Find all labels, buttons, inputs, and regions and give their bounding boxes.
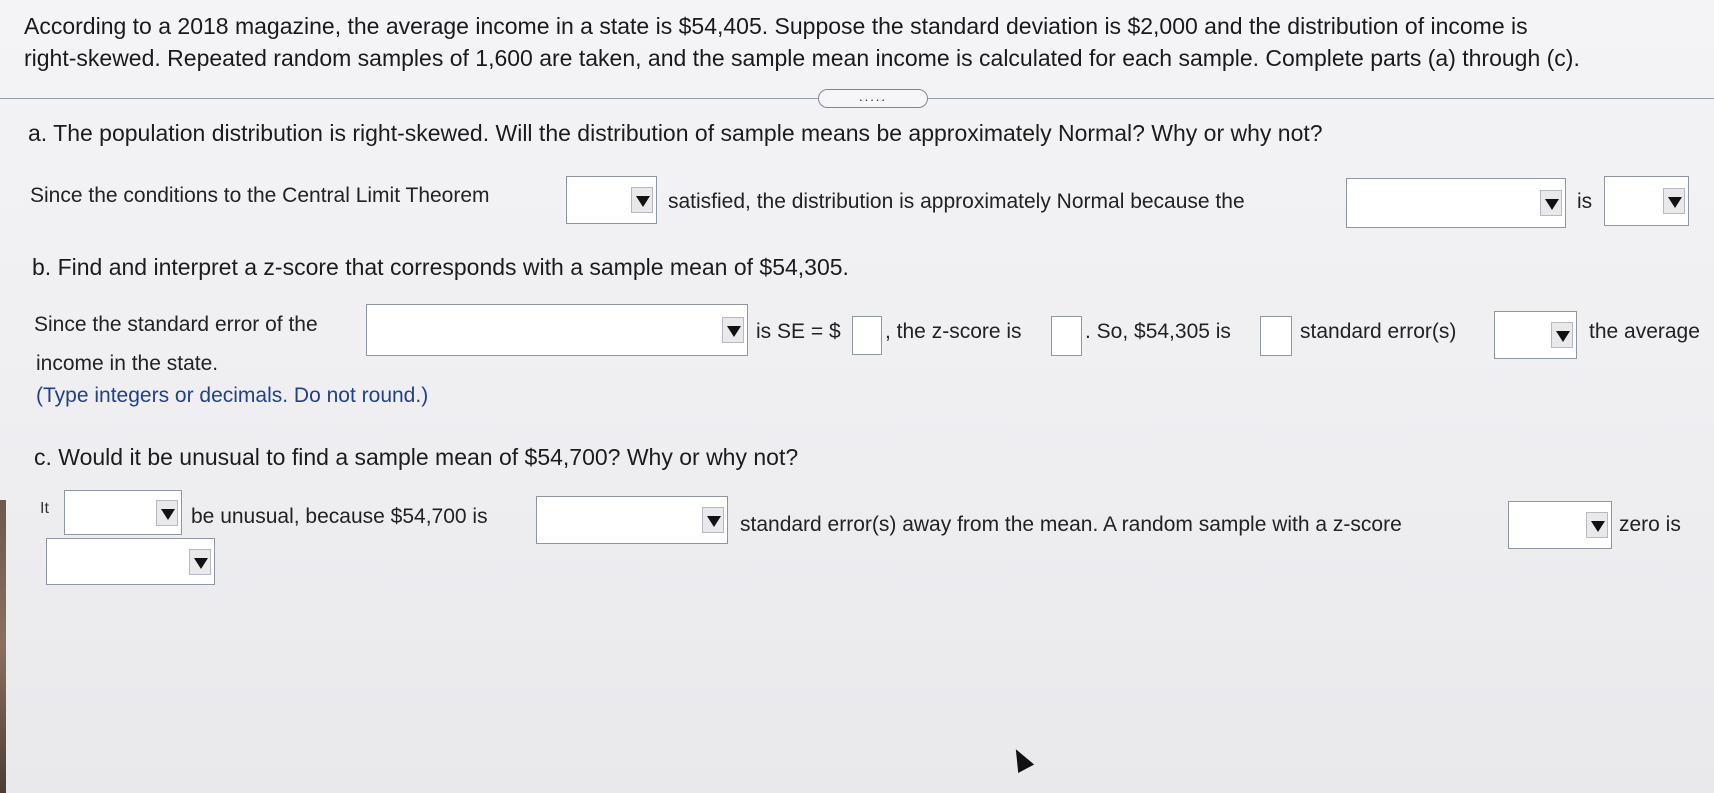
- sample-size-dropdown[interactable]: [1604, 176, 1689, 226]
- problem-line-2: right-skewed. Repeated random samples of 1,600 are taken, and the sample mean income is calculated for each sample. Complete parts (a) through (c).: [24, 45, 1580, 71]
- part-b-question: b. Find and interpret a z-score that corresponds with a sample mean of $54,305.: [32, 254, 849, 280]
- part-c-text-2: be unusual, because $54,700 is: [191, 505, 488, 528]
- standard-errors-count-input[interactable]: [1260, 316, 1292, 356]
- chevron-down-icon: [1586, 512, 1608, 538]
- part-b-text-4: . So, $54,305 is: [1085, 320, 1231, 343]
- part-b-text-7: income in the state.: [36, 352, 219, 375]
- chevron-down-icon: [1663, 188, 1685, 214]
- part-b-text-2: is SE = $: [756, 320, 841, 343]
- standard-error-of-dropdown[interactable]: [366, 304, 748, 356]
- normal-reason-dropdown[interactable]: [1346, 178, 1566, 228]
- part-c-text-1: It: [40, 500, 49, 517]
- screen-edge: [0, 500, 6, 793]
- part-a-text-1: Since the conditions to the Central Limit Theorem: [30, 184, 490, 207]
- part-c-text-3: standard error(s) away from the mean. A random sample with a z-score: [740, 513, 1402, 536]
- part-b-text-6: the average: [1589, 320, 1700, 343]
- unusual-conclusion-dropdown[interactable]: [46, 538, 215, 585]
- chevron-down-icon: [189, 549, 211, 575]
- would-be-unusual-dropdown[interactable]: [64, 490, 182, 535]
- expand-more-button[interactable]: .....: [818, 89, 928, 108]
- mouse-cursor-icon: [1008, 745, 1034, 773]
- above-below-dropdown[interactable]: [1494, 311, 1577, 359]
- part-c-text-4: zero is: [1619, 513, 1681, 536]
- chevron-down-icon: [631, 187, 653, 213]
- part-a-question: a. The population distribution is right-skewed. Will the distribution of sample means be approximately Normal? Why or why not?: [28, 120, 1323, 146]
- part-b-text-1: Since the standard error of the: [34, 313, 318, 336]
- part-c-question: c. Would it be unusual to find a sample mean of $54,700? Why or why not?: [34, 444, 799, 470]
- z-score-input[interactable]: [1051, 316, 1082, 356]
- chevron-down-icon: [1540, 190, 1562, 216]
- problem-line-1: According to a 2018 magazine, the average income in a state is $54,405. Suppose the standard deviation is $2,000 and the distribution of income is: [24, 13, 1528, 39]
- clt-conditions-dropdown[interactable]: [566, 176, 657, 224]
- chevron-down-icon: [722, 317, 744, 343]
- part-a-text-2: satisfied, the distribution is approximately Normal because the: [668, 190, 1245, 213]
- part-b-text-3: , the z-score is: [885, 320, 1022, 343]
- z-score-comparison-dropdown[interactable]: [1508, 501, 1612, 549]
- part-a-text-3: is: [1577, 190, 1593, 213]
- problem-statement: [24, 10, 1580, 74]
- chevron-down-icon: [156, 500, 178, 526]
- part-b-instructions: (Type integers or decimals. Do not round.): [36, 384, 429, 407]
- standard-errors-away-dropdown[interactable]: [536, 496, 728, 544]
- chevron-down-icon: [1551, 322, 1573, 348]
- chevron-down-icon: [702, 507, 724, 533]
- standard-error-input[interactable]: [852, 316, 882, 355]
- part-b-text-5: standard error(s): [1300, 320, 1457, 343]
